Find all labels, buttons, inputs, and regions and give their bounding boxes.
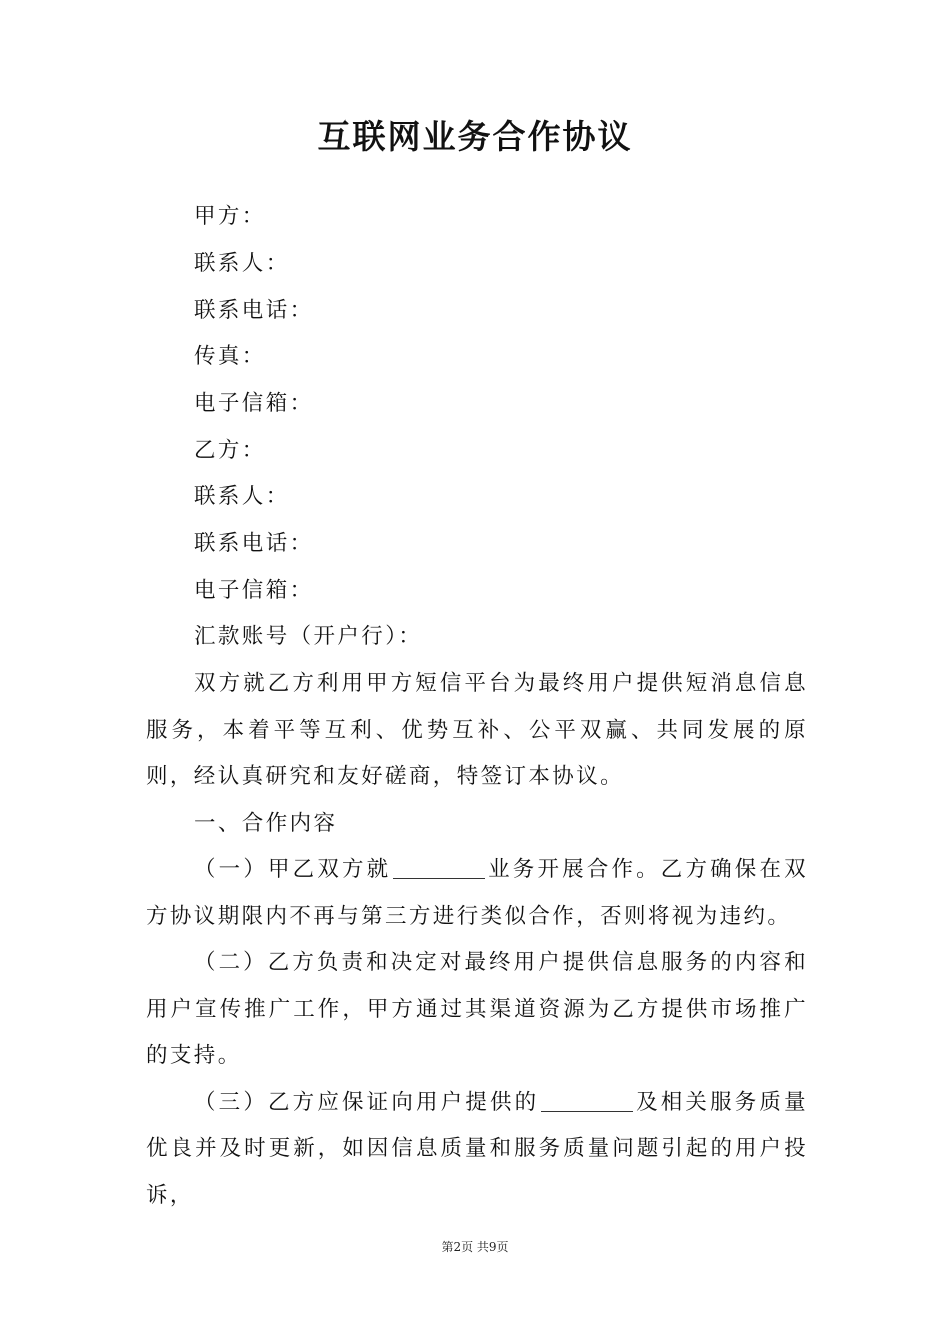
party-a-phone-label: 联系电话： [194,298,314,323]
preamble-paragraph: 双方就乙方利用甲方短信平台为最终用户提供短消息信息服务，本着平等互利、优势互补、公平双赢、共同发展的原则，经认真研究和友好磋商，特签订本协议。 [146,671,808,789]
clause-3-text-start: （三）乙方应保证向用户提供的 [194,1089,540,1115]
clause-3-blank-line [541,1089,633,1112]
party-a-fax-label: 传真： [194,344,266,369]
agreement-body [146,661,808,1219]
section-heading: 一、合作内容 [194,810,338,836]
clause-1-paragraph [146,847,808,940]
document-title: 互联网业务合作协议 [317,117,633,156]
clause-3-text-end: 及相关服务质量优良并及时更新，如因信息质量和服务质量问题引起的用户投诉， [146,1089,808,1208]
party-b-name-label: 乙方： [194,438,266,463]
clause-1-text-start: （一）甲乙双方就 [194,857,392,882]
clause-3-paragraph [146,1080,808,1220]
clause-1-blank-line [393,856,485,879]
party-a-name-label: 甲方： [194,204,266,229]
clause-2-paragraph: （二）乙方负责和决定对最终用户提供信息服务的内容和用户宣传推广工作，甲方通过其渠道资源为乙方提供市场推广的支持。 [146,950,808,1068]
page-number-footer: 第2页 共9页 [441,1240,509,1254]
clause-1-text-end: 业务开展合作。乙方确保在双方协议期限内不再与第三方进行类似合作，否则将视为违约。 [146,857,809,929]
party-a-email-label: 电子信箱： [194,391,314,416]
party-a-contact-label: 联系人： [194,251,290,276]
party-b-email-label: 电子信箱： [194,578,314,603]
party-b-account-label: 汇款账号（开户行）： [194,624,423,649]
party-b-phone-label: 联系电话： [194,531,314,556]
party-b-contact-label: 联系人： [194,484,290,509]
